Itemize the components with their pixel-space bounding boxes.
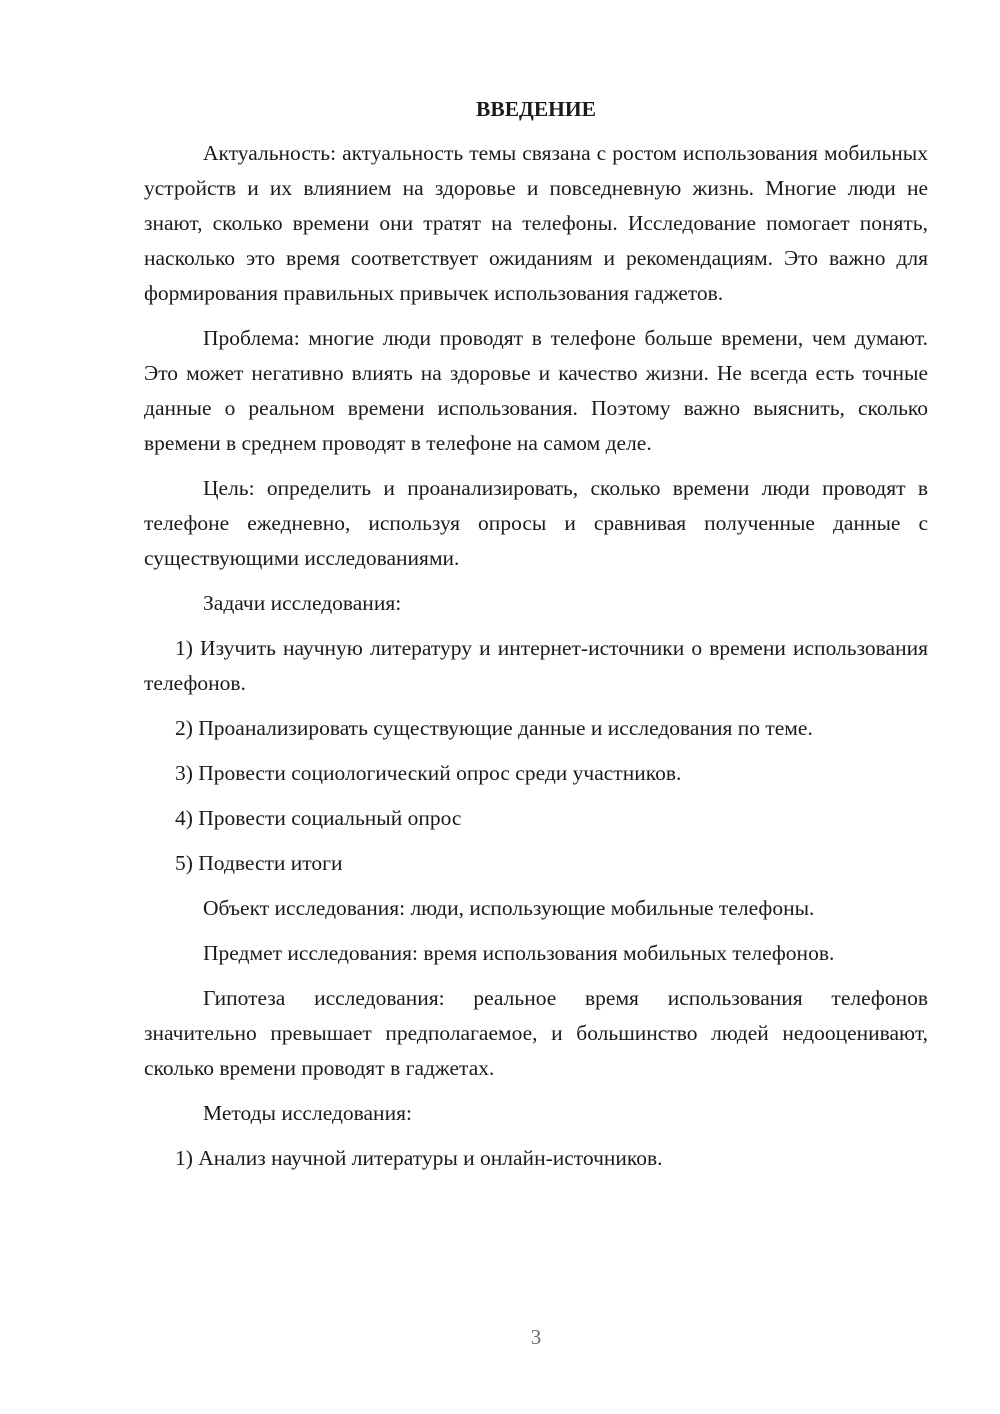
object-paragraph: Объект исследования: люди, использующие мобильные телефоны. (203, 896, 815, 920)
problem-paragraph: Проблема: многие люди проводят в телефоне больше времени, чем думают. Это может негативно влиять на здоровье и качество жизни. Не всегда есть точные данные о реальном времени использования. Поэтому важно выяснить, сколько времени в среднем проводят в телефоне на самом деле. (144, 326, 928, 455)
task-item-2: 2) Проанализировать существующие данные и исследования по теме. (175, 716, 813, 740)
hypothesis-paragraph: Гипотеза исследования: реальное время использования телефонов значительно превышает предполагаемое, и большинство людей недооценивают, сколько времени проводят в гаджетах. (144, 986, 928, 1080)
methods-title: Методы исследования: (203, 1101, 412, 1125)
page-number: 3 (530, 1325, 542, 1349)
task-item-1: 1) Изучить научную литературу и интернет-источники о времени использования телефонов. (144, 636, 928, 695)
task-item-4: 4) Провести социальный опрос (175, 806, 462, 830)
goal-paragraph: Цель: определить и проанализировать, сколько времени люди проводят в телефоне ежедневно, используя опросы и сравнивая полученные данные с существующими исследованиями. (144, 476, 928, 570)
relevance-paragraph: Актуальность: актуальность темы связана с ростом использования мобильных устройств и их влиянием на здоровье и повседневную жизнь. Многие люди не знают, сколько времени они тратят на телефоны. Исследование помогает понять, насколько это время соответствует ожиданиям и рекомендациям. Это важно для формирования правильных привычек использования гаджетов. (144, 141, 928, 305)
page-content (144, 92, 928, 1186)
task-item-3: 3) Провести социологический опрос среди участников. (175, 761, 682, 785)
subject-paragraph: Предмет исследования: время использования мобильных телефонов. (203, 941, 835, 965)
task-item-5: 5) Подвести итоги (175, 851, 343, 875)
method-item-1: 1) Анализ научной литературы и онлайн-источников. (175, 1146, 663, 1170)
tasks-title: Задачи исследования: (203, 591, 402, 615)
section-heading: ВВЕДЕНИЕ (476, 97, 596, 121)
